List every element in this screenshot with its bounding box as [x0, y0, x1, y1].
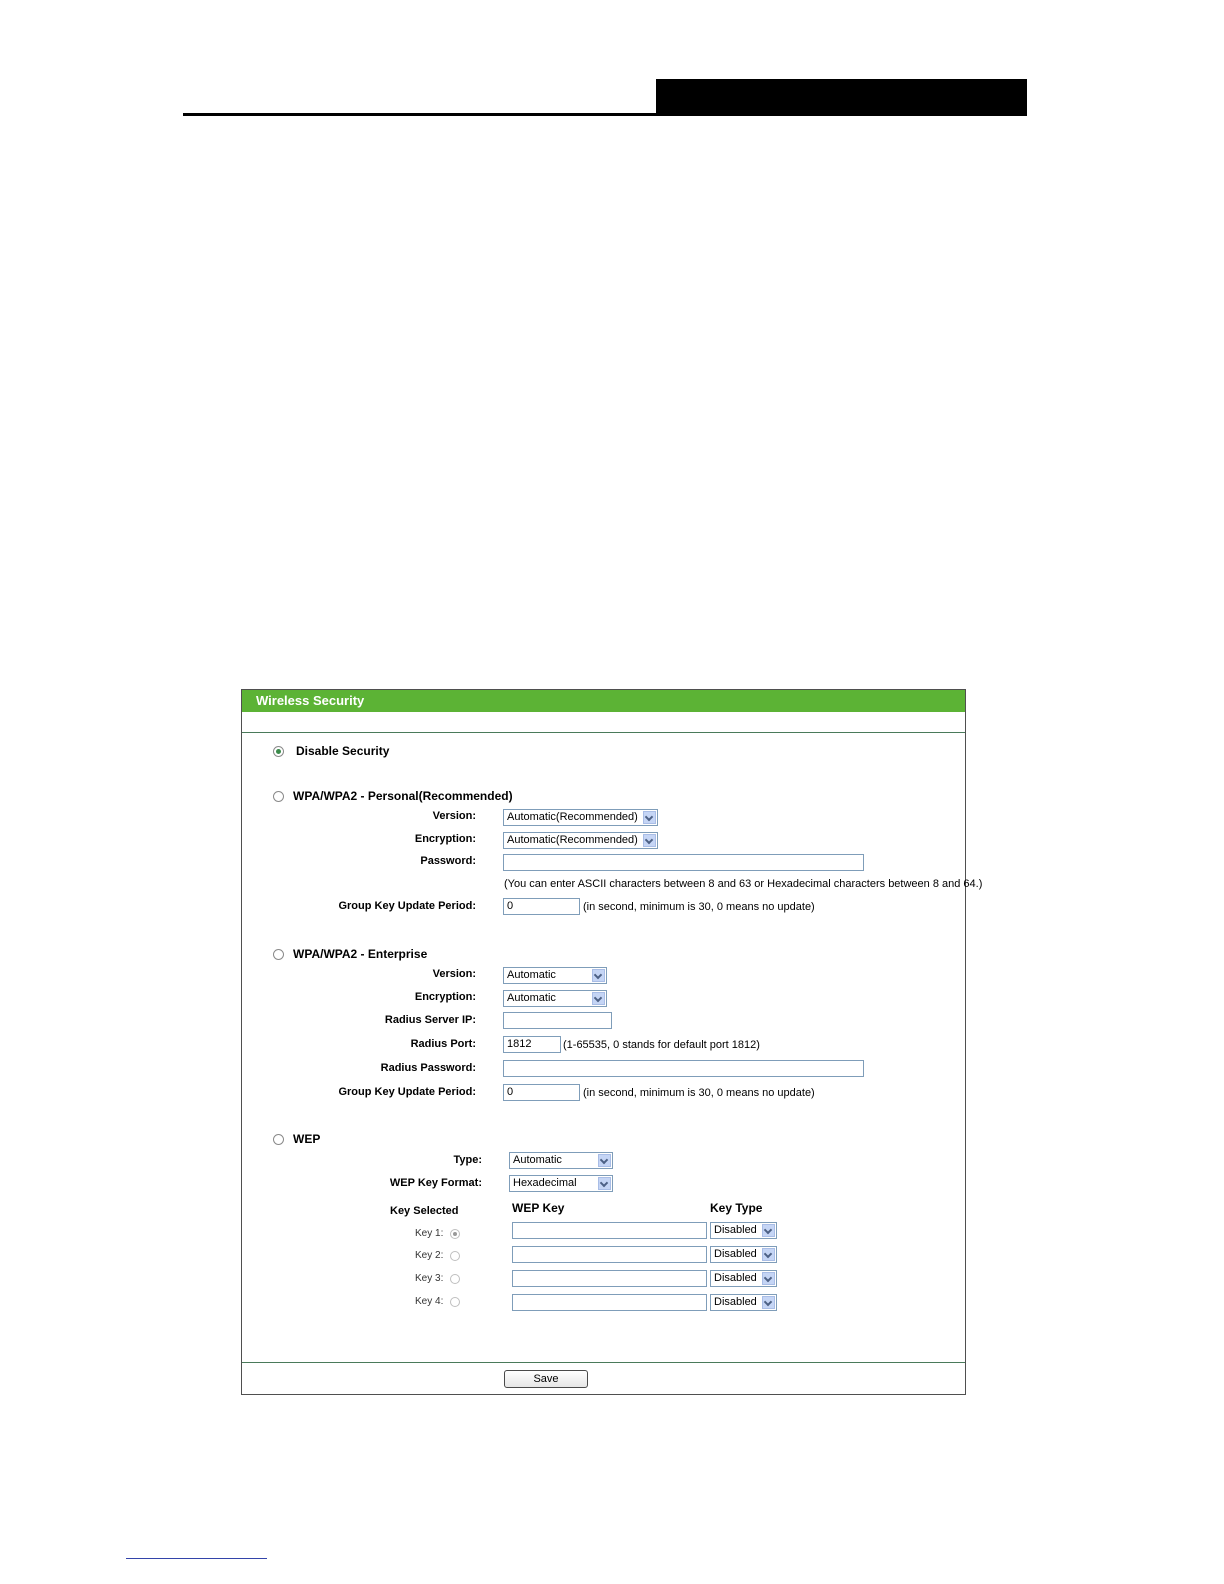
key-2-radio[interactable] — [450, 1251, 460, 1261]
key-3-type-value: Disabled — [714, 1272, 757, 1284]
key-1-type-value: Disabled — [714, 1224, 757, 1236]
key-3-type-select[interactable] — [710, 1270, 777, 1287]
wep-type-select[interactable] — [509, 1152, 613, 1169]
chevron-down-icon — [598, 1177, 611, 1190]
wep-radio[interactable] — [273, 1134, 284, 1145]
radius-port-label: Radius Port: — [410, 1038, 476, 1050]
chevron-down-icon — [598, 1154, 611, 1167]
chevron-down-icon — [643, 811, 656, 824]
wep-type-value: Automatic — [513, 1154, 562, 1166]
footer-link-underline — [126, 1558, 267, 1559]
personal-encryption-label: Encryption: — [414, 833, 476, 845]
chevron-down-icon — [762, 1248, 775, 1261]
chevron-down-icon — [643, 834, 656, 847]
enterprise-version-label: Version: — [432, 968, 476, 980]
radius-server-ip-label: Radius Server IP: — [384, 1014, 476, 1026]
wireless-security-panel — [241, 689, 983, 1395]
enterprise-group-key-note: (in second, minimum is 30, 0 means no update) — [583, 1087, 815, 1099]
key-selected-header: Key Selected — [390, 1205, 459, 1217]
personal-password-input[interactable] — [503, 854, 864, 871]
chevron-down-icon — [762, 1272, 775, 1285]
wep-key-format-label: WEP Key Format: — [389, 1177, 482, 1189]
enterprise-encryption-select[interactable] — [503, 990, 607, 1007]
key-4-radio[interactable] — [450, 1297, 460, 1307]
key-4-input[interactable] — [512, 1294, 707, 1311]
key-4-type-select[interactable] — [710, 1294, 777, 1311]
radius-port-input[interactable]: 1812 — [503, 1036, 561, 1053]
wpa-enterprise-label: WPA/WPA2 - Enterprise — [293, 947, 428, 961]
wpa-enterprise-radio[interactable] — [273, 949, 284, 960]
key-4-label: Key 4: — [415, 1296, 444, 1307]
radius-server-ip-input[interactable] — [503, 1012, 612, 1029]
divider-top — [242, 732, 965, 733]
wep-key-header: WEP Key — [512, 1201, 565, 1215]
radius-password-label: Radius Password: — [380, 1062, 476, 1074]
header-rule — [183, 113, 657, 116]
panel-title: Wireless Security — [256, 693, 365, 708]
key-type-header: Key Type — [710, 1201, 763, 1215]
personal-password-note: (You can enter ASCII characters between 8 and 63 or Hexadecimal characters between 8 and 64.) — [504, 878, 983, 890]
header-black-block — [656, 79, 1027, 116]
key-1-radio[interactable] — [450, 1229, 460, 1239]
chevron-down-icon — [592, 969, 605, 982]
enterprise-version-select[interactable] — [503, 967, 607, 984]
key-3-radio[interactable] — [450, 1274, 460, 1284]
personal-group-key-input[interactable]: 0 — [503, 898, 580, 915]
key-1-input[interactable] — [512, 1222, 707, 1239]
personal-encryption-select[interactable] — [503, 832, 658, 849]
key-2-type-select[interactable] — [710, 1246, 777, 1263]
wep-type-label: Type: — [453, 1154, 482, 1166]
wep-key-format-value: Hexadecimal — [513, 1177, 577, 1189]
disable-security-label: Disable Security — [296, 744, 390, 758]
enterprise-group-key-input[interactable]: 0 — [503, 1084, 580, 1101]
enterprise-group-key-label: Group Key Update Period: — [338, 1086, 476, 1098]
enterprise-version-value: Automatic — [507, 969, 556, 981]
key-3-label: Key 3: — [415, 1273, 444, 1284]
personal-version-value: Automatic(Recommended) — [507, 811, 638, 823]
chevron-down-icon — [762, 1296, 775, 1309]
wep-label: WEP — [293, 1132, 321, 1146]
wpa-personal-radio[interactable] — [273, 791, 284, 802]
wpa-personal-label: WPA/WPA2 - Personal(Recommended) — [293, 789, 513, 803]
key-2-label: Key 2: — [415, 1250, 444, 1261]
personal-group-key-label: Group Key Update Period: — [338, 900, 476, 912]
personal-group-key-note: (in second, minimum is 30, 0 means no update) — [583, 901, 815, 913]
disable-security-radio[interactable] — [273, 746, 284, 757]
enterprise-encryption-value: Automatic — [507, 992, 556, 1004]
save-button[interactable]: Save — [504, 1370, 588, 1388]
radius-port-note: (1-65535, 0 stands for default port 1812) — [563, 1039, 760, 1051]
key-3-input[interactable] — [512, 1270, 707, 1287]
chevron-down-icon — [592, 992, 605, 1005]
divider-bottom — [242, 1362, 965, 1363]
radius-password-input[interactable] — [503, 1060, 864, 1077]
key-1-type-select[interactable] — [710, 1222, 777, 1239]
chevron-down-icon — [762, 1224, 775, 1237]
panel-title-bar — [242, 690, 965, 712]
wep-key-format-select[interactable] — [509, 1175, 613, 1192]
key-4-type-value: Disabled — [714, 1296, 757, 1308]
key-2-type-value: Disabled — [714, 1248, 757, 1260]
enterprise-encryption-label: Encryption: — [414, 991, 476, 1003]
personal-version-label: Version: — [432, 810, 476, 822]
key-2-input[interactable] — [512, 1246, 707, 1263]
key-1-label: Key 1: — [415, 1228, 444, 1239]
personal-encryption-value: Automatic(Recommended) — [507, 834, 638, 846]
personal-password-label: Password: — [420, 855, 476, 867]
personal-version-select[interactable] — [503, 809, 658, 826]
